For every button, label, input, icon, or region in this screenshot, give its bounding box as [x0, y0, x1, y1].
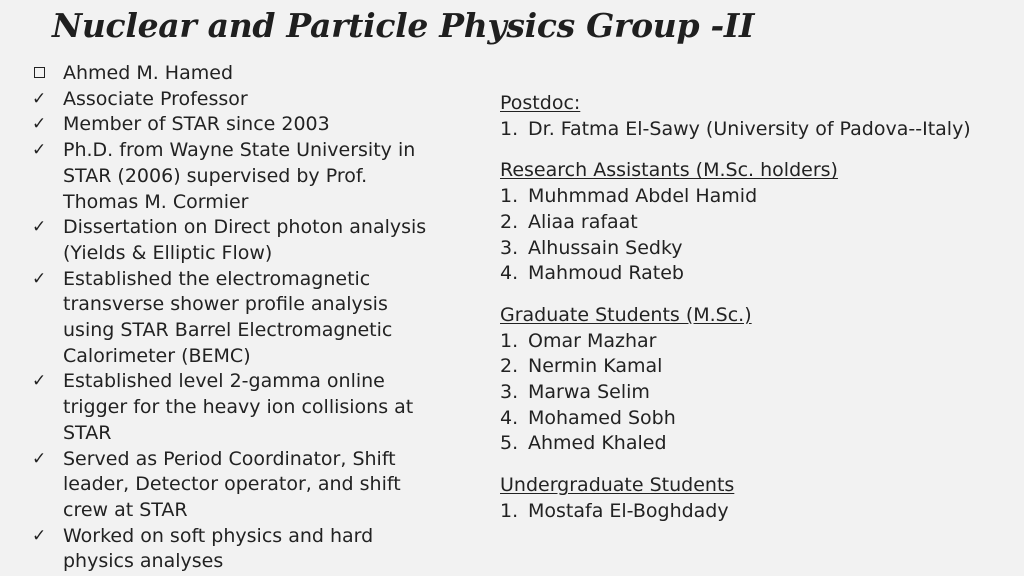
member-section [500, 91, 1020, 142]
member-section [500, 303, 1020, 457]
section-heading: Undergraduate Students [500, 474, 735, 497]
member-item [500, 184, 1020, 210]
checkmark-icon: ✓ [32, 140, 47, 161]
profile-item [32, 447, 432, 524]
checkmark-icon: ✓ [32, 88, 47, 109]
member-name: Dr. Fatma El-Sawy (University of Padova--Italy) [528, 117, 971, 140]
member-item [500, 117, 1020, 143]
profile-item-text: Served as Period Coordinator, Shift leader, Detector operator, and shift crew at STAR [63, 447, 401, 521]
profile-item [32, 267, 432, 370]
profile-list [32, 61, 432, 575]
profile-item-text: Established level 2-gamma online trigger for the heavy ion collisions at STAR [63, 370, 414, 444]
checkmark-icon: ✓ [32, 268, 47, 289]
profile-item-text: Worked on soft physics and hard physics analyses [63, 524, 374, 573]
member-number: 1. [500, 499, 519, 522]
member-item [500, 354, 1020, 380]
profile-item [32, 215, 432, 266]
member-item [500, 210, 1020, 236]
member-number: 2. [500, 355, 519, 378]
profile-item [32, 112, 432, 138]
profile-item [32, 87, 432, 113]
member-name: Ahmed Khaled [528, 432, 667, 455]
section-heading: Research Assistants (M.Sc. holders) [500, 159, 838, 182]
member-item [500, 499, 1020, 525]
member-number: 1. [500, 329, 519, 352]
checkmark-icon: ✓ [32, 114, 47, 135]
member-number: 3. [500, 381, 519, 404]
member-name: Mahmoud Rateb [528, 262, 684, 285]
profile-name-row [32, 61, 432, 87]
checkmark-icon: ✓ [32, 371, 47, 392]
member-name: Aliaa rafaat [528, 210, 638, 233]
square-bullet-icon [32, 61, 63, 87]
profile-item-text: Member of STAR since 2003 [63, 113, 330, 136]
member-section [500, 158, 1020, 287]
profile-item-text: Established the electromagnetic transverse shower profile analysis using STAR Barrel Electromagnetic Calorimeter (BEMC) [63, 267, 393, 367]
checkmark-icon: ✓ [32, 448, 47, 469]
member-number: 5. [500, 432, 519, 455]
profile-item [32, 369, 432, 446]
section-heading: Graduate Students (M.Sc.) [500, 303, 752, 326]
member-name: Omar Mazhar [528, 329, 657, 352]
profile-item [32, 524, 432, 575]
profile-name: Ahmed M. Hamed [63, 62, 233, 84]
member-name: Marwa Selim [528, 381, 650, 404]
group-members [500, 91, 1020, 541]
member-item [500, 261, 1020, 287]
checkmark-icon: ✓ [32, 217, 47, 238]
member-name: Alhussain Sedky [528, 236, 683, 259]
member-section [500, 473, 1020, 524]
member-item [500, 406, 1020, 432]
page-title: Nuclear and Particle Physics Group -II [52, 6, 755, 45]
member-name: Mohamed Sobh [528, 406, 676, 429]
member-number: 1. [500, 185, 519, 208]
member-number: 2. [500, 210, 519, 233]
member-number: 4. [500, 406, 519, 429]
profile-item-text: Dissertation on Direct photon analysis (Yields & Elliptic Flow) [63, 216, 427, 264]
profile-item [32, 138, 432, 215]
section-heading: Postdoc: [500, 92, 581, 114]
profile-item-text: Ph.D. from Wayne State University in STAR (2006) supervised by Prof. Thomas M. Cormier [63, 139, 416, 213]
member-number: 3. [500, 236, 519, 259]
profile-item-text: Associate Professor [63, 87, 248, 110]
member-item [500, 380, 1020, 406]
member-number: 1. [500, 117, 519, 140]
member-name: Mostafa El-Boghdady [528, 499, 729, 522]
member-name: Nermin Kamal [528, 355, 663, 378]
member-item [500, 329, 1020, 355]
member-item [500, 431, 1020, 457]
checkmark-icon: ✓ [32, 525, 47, 546]
member-name: Muhmmad Abdel Hamid [528, 185, 758, 208]
member-item [500, 236, 1020, 262]
member-number: 4. [500, 262, 519, 285]
